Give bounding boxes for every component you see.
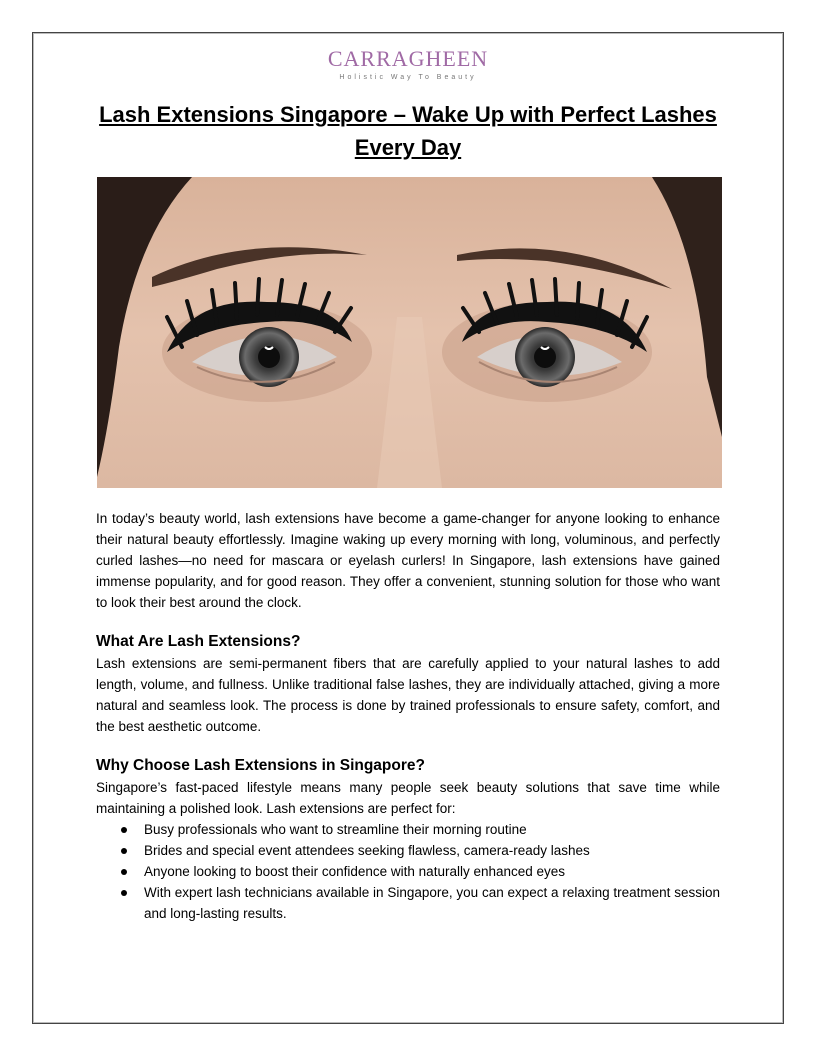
brand-logo (0, 46, 816, 81)
article-body (96, 508, 720, 924)
intro-paragraph: In today’s beauty world, lash extensions have become a game-changer for anyone looking to enhance their natural beauty effortlessly. Imagine waking up every morning with long, voluminous, and perfectly curled lashes—no need for mascara or eyelash curlers! In Singapore, lash extensions have gained immense popularity, and for good reason. They offer a convenient, stunning solution for those who want to look their best around the clock. (96, 511, 720, 610)
list-item: Busy professionals who want to streamline their morning routine (96, 819, 720, 840)
page-title: Lash Extensions Singapore – Wake Up with Perfect Lashes Every Day (99, 102, 717, 160)
logo-tagline: Holistic Way To Beauty (339, 74, 477, 81)
bullet-list (96, 819, 720, 924)
list-item: With expert lash technicians available in Singapore, you can expect a relaxing treatment session and long-lasting results. (96, 882, 720, 924)
list-item: Brides and special event attendees seeking flawless, camera-ready lashes (96, 840, 720, 861)
section-heading-what: What Are Lash Extensions? (96, 633, 301, 650)
list-item: Anyone looking to boost their confidence with naturally enhanced eyes (96, 861, 720, 882)
section-heading-why: Why Choose Lash Extensions in Singapore? (96, 757, 425, 774)
hero-image (97, 177, 722, 488)
logo-name: CARRAGHEEN (327, 46, 489, 71)
section-body-why: Singapore’s fast-paced lifestyle means many people seek beauty solutions that save time while maintaining a polished look. Lash extensions are perfect for: (96, 780, 720, 816)
section-body-what: Lash extensions are semi-permanent fibers that are carefully applied to your natural lashes to add length, volume, and fullness. Unlike traditional false lashes, they are individually attached, giving a more natural and seamless look. The process is done by trained professionals to ensure safety, comfort, and the best aesthetic outcome. (96, 656, 720, 734)
